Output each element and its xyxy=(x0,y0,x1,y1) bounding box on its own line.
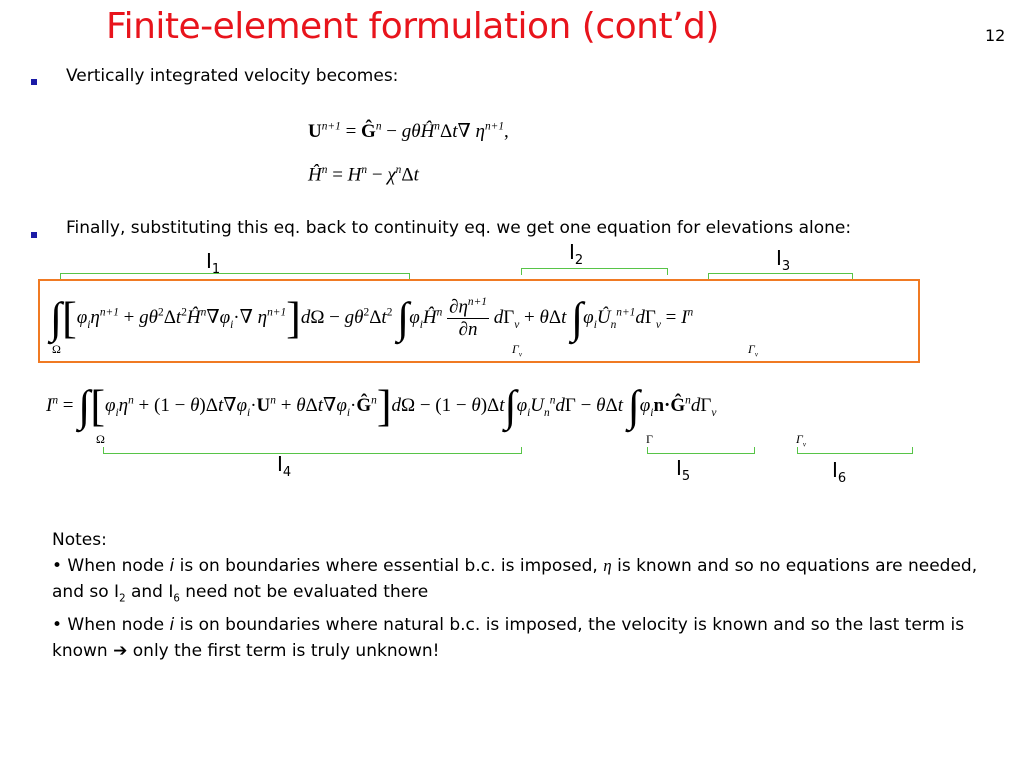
note-natural-bc: • When node i is on boundaries where natural b.c. is imposed, the velocity is known and so the last term is known ➔ only the first term is truly unknown! xyxy=(52,615,965,662)
equation-h-hat: $Ĥ^n = H^n - \chi^n\Delta t$ xyxy=(308,164,419,186)
term-label-i4: $I_4$ xyxy=(277,452,292,480)
term-bracket-i4 xyxy=(103,447,522,454)
notes-section xyxy=(52,527,992,664)
term-label-i5: $I_5$ xyxy=(676,456,691,484)
bullet-text: Vertically integrated velocity becomes: xyxy=(66,66,399,86)
slide-title: Finite-element formulation (cont’d) xyxy=(106,6,719,47)
equation-main: $\int[\varphi_i\eta^{n+1}$ + $g\theta^2\Delta t^2Ĥ^n\nabla\varphi_i\cdot\nabla$ $\eta^{n+1}]d\Omega - g\theta^2\Delta t^2$ $\int\varphi_iĤ^n$ $\frac{\partial\eta^{n+1}}{\partial n}$ $d\Gamma_v + \theta\Delta t$ $\int\varphi_iÛ_n^{n+1}d\Gamma_v = I^n$ xyxy=(50,293,694,343)
arrow-icon: ➔ xyxy=(113,641,128,662)
term-label-i1: $I_1$ xyxy=(206,249,221,277)
note-essential-bc: • When node i is on boundaries where essential b.c. is imposed, η is known and so no equations are needed, and so $I_2$ and $I_6$ need not be evaluated there xyxy=(52,556,978,605)
equation-velocity: $U^{n+1}$ = $Ĝ^n$ − gθĤ$^n$Δt∇ $\eta^{n+1}$, xyxy=(308,120,509,142)
bullet-marker xyxy=(31,79,37,85)
limit-gamma-v: $\Gamma_v$ xyxy=(796,432,807,449)
limit-omega: Ω xyxy=(52,342,61,356)
limit-gamma: Γ xyxy=(646,432,653,446)
term-label-i3: $I_3$ xyxy=(776,246,791,274)
term-label-i6: $I_6$ xyxy=(832,458,847,486)
term-bracket-i2 xyxy=(521,268,668,275)
equation-rhs: $I^n = \int[\varphi_i\eta^n + (1 - \theta)\Delta t\nabla\varphi_i\cdot U^n$ + $\theta\Delta t\nabla\varphi_i\cdot Ĝ^n]d\Omega - (1 - \theta)\Delta t\int\varphi_iU_n^nd\Gamma - \theta\Delta t$ $\int\varphi_in\cdot Ĝ^nd\Gamma_v$ xyxy=(46,381,717,431)
term-bracket-i6 xyxy=(797,447,913,454)
limit-gamma-v: $\Gamma_v$ xyxy=(512,342,523,359)
limit-omega: Ω xyxy=(96,432,105,446)
bullet-text: Finally, substituting this eq. back to continuity eq. we get one equation for elevations alone: xyxy=(66,218,852,238)
notes-heading: Notes: xyxy=(52,530,107,550)
page-number: 12 xyxy=(985,26,1006,45)
term-label-i2: $I_2$ xyxy=(569,240,584,268)
bullet-marker xyxy=(31,232,37,238)
limit-gamma-v: $\Gamma_v$ xyxy=(748,342,759,359)
term-bracket-i5 xyxy=(647,447,755,454)
